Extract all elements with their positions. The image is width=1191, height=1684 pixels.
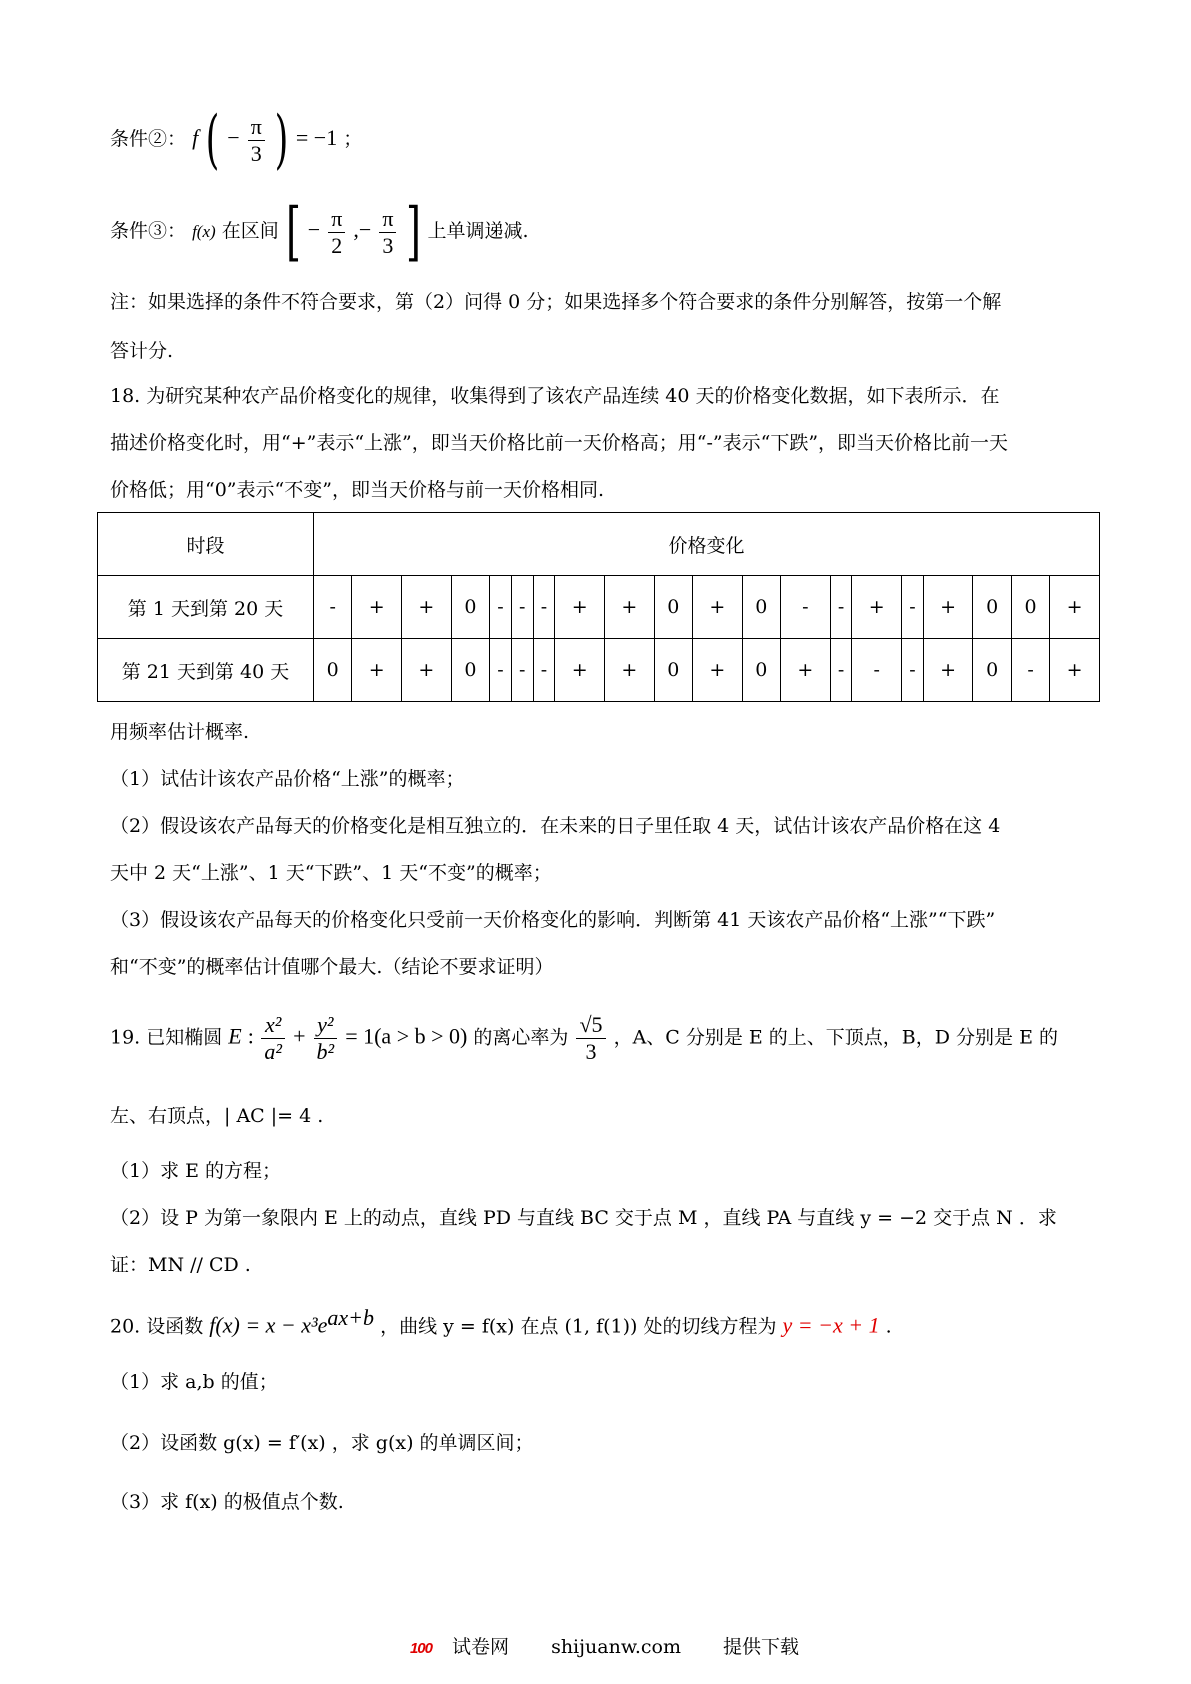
price-change-cell: - bbox=[830, 576, 852, 639]
price-change-cell: - bbox=[490, 639, 512, 702]
q20-lead: 20. 设函数 bbox=[110, 1315, 210, 1338]
q19-part-2a: （2）设 P 为第一象限内 E 上的动点，直线 PD 与直线 BC 交于点 M ，直线 PA 与直线 y = −2 交于点 N ．求 bbox=[110, 1207, 1057, 1229]
row-label: 第 1 天到第 20 天 bbox=[98, 576, 314, 639]
price-change-cell: - bbox=[902, 576, 924, 639]
condition-3-mid: 在区间 bbox=[221, 220, 285, 242]
q18-after-table: 用频率估计概率. bbox=[110, 721, 250, 743]
q20-mid: ，曲线 y = f(x) 在点 (1, f(1)) 处的切线方程为 bbox=[380, 1315, 783, 1338]
fx-expression: f(x) bbox=[192, 222, 216, 241]
q18-part-1: （1）试估计该农产品价格“上涨”的概率； bbox=[110, 768, 465, 790]
condition-2 bbox=[110, 103, 363, 177]
price-change-cell: - bbox=[1011, 639, 1049, 702]
fraction-numerator: √5 bbox=[576, 1012, 605, 1039]
condition-2-label: 条件②： bbox=[110, 128, 187, 150]
left-paren: ( bbox=[205, 103, 220, 177]
price-change-cell: + bbox=[693, 576, 743, 639]
pi-over-3-fraction bbox=[248, 114, 265, 167]
plus-sign: + bbox=[293, 1023, 306, 1049]
price-change-cell: - bbox=[533, 576, 555, 639]
price-change-cell: + bbox=[555, 639, 605, 702]
price-change-cell: + bbox=[604, 576, 654, 639]
q19-line-1 bbox=[110, 1012, 1058, 1065]
note-line-1: 注：如果选择的条件不符合要求，第（2）问得 0 分；如果选择多个符合要求的条件分别解答，按第一个解 bbox=[110, 291, 1002, 313]
price-change-cell: + bbox=[352, 576, 402, 639]
price-change-cell: 0 bbox=[742, 639, 780, 702]
fraction-numerator: π bbox=[379, 206, 396, 233]
equation-rhs: = 1(a > b > 0) bbox=[345, 1023, 468, 1049]
minus-sign: − bbox=[227, 125, 240, 150]
ellipse-name: E bbox=[228, 1023, 242, 1049]
price-change-cell: - bbox=[852, 639, 902, 702]
pi-over-2-fraction bbox=[328, 206, 345, 259]
condition-3-label: 条件③： bbox=[110, 220, 187, 242]
price-change-cell: + bbox=[923, 576, 973, 639]
footer-brand bbox=[392, 1636, 509, 1658]
comma-minus: ,− bbox=[353, 217, 372, 242]
condition-3 bbox=[110, 195, 529, 269]
site-name: 试卷网 bbox=[452, 1636, 510, 1658]
price-change-cell: + bbox=[781, 639, 831, 702]
q18-line-3: 价格低；用“0”表示“不变”，即当天价格与前一天价格相同. bbox=[110, 479, 604, 501]
q20-part-1: （1）求 a,b 的值； bbox=[110, 1371, 278, 1393]
q18-part-3b: 和“不变”的概率估计值哪个最大.（结论不要求证明） bbox=[110, 956, 554, 978]
q18-part-2b: 天中 2 天“上涨”、1 天“下跌”、1 天“不变”的概率； bbox=[110, 862, 552, 884]
price-change-cell: + bbox=[1050, 576, 1100, 639]
q19-line-2: 左、右顶点，| AC |= 4 . bbox=[110, 1105, 324, 1127]
price-change-cell: - bbox=[511, 639, 533, 702]
fraction-numerator: y² bbox=[314, 1012, 338, 1039]
exponent: ax+b bbox=[327, 1305, 375, 1330]
header-change: 价格变化 bbox=[314, 513, 1100, 576]
fraction-denominator: b² bbox=[316, 1039, 335, 1064]
fraction-denominator: 3 bbox=[250, 140, 262, 166]
q20-line-1 bbox=[110, 1306, 892, 1338]
price-change-cell: 0 bbox=[314, 639, 352, 702]
q18-line-2: 描述价格变化时，用“+”表示“上涨”，即当天价格比前一天价格高；用“-”表示“下跌”，即当天价格比前一天 bbox=[110, 432, 1009, 454]
note-line-2: 答计分. bbox=[110, 340, 174, 362]
fraction-numerator: π bbox=[248, 114, 265, 141]
price-change-cell: + bbox=[1050, 639, 1100, 702]
q19-line-1-rest: ，A、C 分别是 E 的上、下顶点，B，D 分别是 E 的 bbox=[613, 1026, 1058, 1049]
price-change-cell: + bbox=[852, 576, 902, 639]
price-change-cell: + bbox=[693, 639, 743, 702]
f-symbol: f bbox=[192, 125, 199, 150]
price-change-cell: 0 bbox=[451, 639, 489, 702]
price-change-cell: + bbox=[923, 639, 973, 702]
price-change-cell: + bbox=[402, 639, 452, 702]
price-change-table bbox=[97, 512, 1100, 702]
price-change-cell: 0 bbox=[1011, 576, 1049, 639]
price-change-cell: - bbox=[533, 639, 555, 702]
table-row bbox=[98, 576, 1100, 639]
pi-over-3-fraction bbox=[379, 206, 396, 259]
download-text: 提供下载 bbox=[723, 1636, 800, 1658]
fraction-denominator: 2 bbox=[331, 232, 343, 258]
price-change-cell: + bbox=[604, 639, 654, 702]
page-footer bbox=[0, 1632, 1191, 1659]
fraction-denominator: 3 bbox=[382, 232, 394, 258]
price-change-cell: + bbox=[555, 576, 605, 639]
price-change-cell: + bbox=[352, 639, 402, 702]
price-change-cell: - bbox=[490, 576, 512, 639]
right-paren: ) bbox=[274, 103, 289, 177]
price-change-cell: 0 bbox=[451, 576, 489, 639]
header-period: 时段 bbox=[98, 513, 314, 576]
q18-line-1: 18. 为研究某种农产品价格变化的规律，收集得到了该农产品连续 40 天的价格变化数据，如下表所示．在 bbox=[110, 385, 1000, 407]
q18-part-2a: （2）假设该农产品每天的价格变化是相互独立的．在未来的日子里任取 4 天，试估计该农产品价格在这 4 bbox=[110, 815, 1001, 837]
fraction-denominator: a² bbox=[264, 1039, 283, 1064]
price-change-cell: - bbox=[830, 639, 852, 702]
fraction-denominator: 3 bbox=[585, 1039, 597, 1064]
eccentricity-label: 的离心率为 bbox=[473, 1026, 575, 1049]
eccentricity-fraction bbox=[576, 1012, 605, 1065]
function-definition: f(x) = x − x³e bbox=[209, 1312, 328, 1338]
q20-end: . bbox=[885, 1315, 892, 1338]
price-change-cell: + bbox=[402, 576, 452, 639]
price-change-cell: - bbox=[781, 576, 831, 639]
price-change-cell: 0 bbox=[742, 576, 780, 639]
price-change-cell: 0 bbox=[654, 576, 692, 639]
left-bracket: [ bbox=[285, 195, 301, 269]
q19-part-2b: 证：MN // CD . bbox=[110, 1254, 251, 1276]
price-change-cell: 0 bbox=[973, 639, 1011, 702]
colon: : bbox=[247, 1023, 260, 1049]
price-change-cell: 0 bbox=[654, 639, 692, 702]
q18-part-3a: （3）假设该农产品每天的价格变化只受前一天价格变化的影响．判断第 41 天该农产品价格“上涨”“下跌” bbox=[110, 909, 996, 931]
site-logo: 100 bbox=[409, 1640, 432, 1657]
table-row bbox=[98, 639, 1100, 702]
y-fraction bbox=[314, 1012, 338, 1065]
condition-2-end: ； bbox=[343, 128, 363, 150]
condition-2-rhs: = −1 bbox=[295, 125, 338, 150]
q19-lead: 19. 已知椭圆 bbox=[110, 1026, 229, 1049]
minus-sign: − bbox=[307, 217, 321, 242]
q20-part-2: （2）设函数 g(x) = f′(x) ，求 g(x) 的单调区间； bbox=[110, 1432, 534, 1454]
site-url[interactable]: shijuanw.com bbox=[551, 1636, 681, 1658]
q20-part-3: （3）求 f(x) 的极值点个数. bbox=[110, 1491, 344, 1513]
price-change-cell: - bbox=[511, 576, 533, 639]
row-label: 第 21 天到第 40 天 bbox=[98, 639, 314, 702]
price-change-cell: - bbox=[314, 576, 352, 639]
table-header-row bbox=[98, 513, 1100, 576]
fraction-numerator: x² bbox=[261, 1012, 285, 1039]
tangent-equation: y = −x + 1 bbox=[782, 1312, 880, 1338]
price-change-cell: - bbox=[902, 639, 924, 702]
fraction-numerator: π bbox=[328, 206, 345, 233]
condition-3-end: 上单调递减. bbox=[427, 220, 529, 242]
right-bracket: ] bbox=[405, 195, 421, 269]
price-change-cell: 0 bbox=[973, 576, 1011, 639]
q19-part-1: （1）求 E 的方程； bbox=[110, 1160, 282, 1182]
x-fraction bbox=[261, 1012, 285, 1065]
